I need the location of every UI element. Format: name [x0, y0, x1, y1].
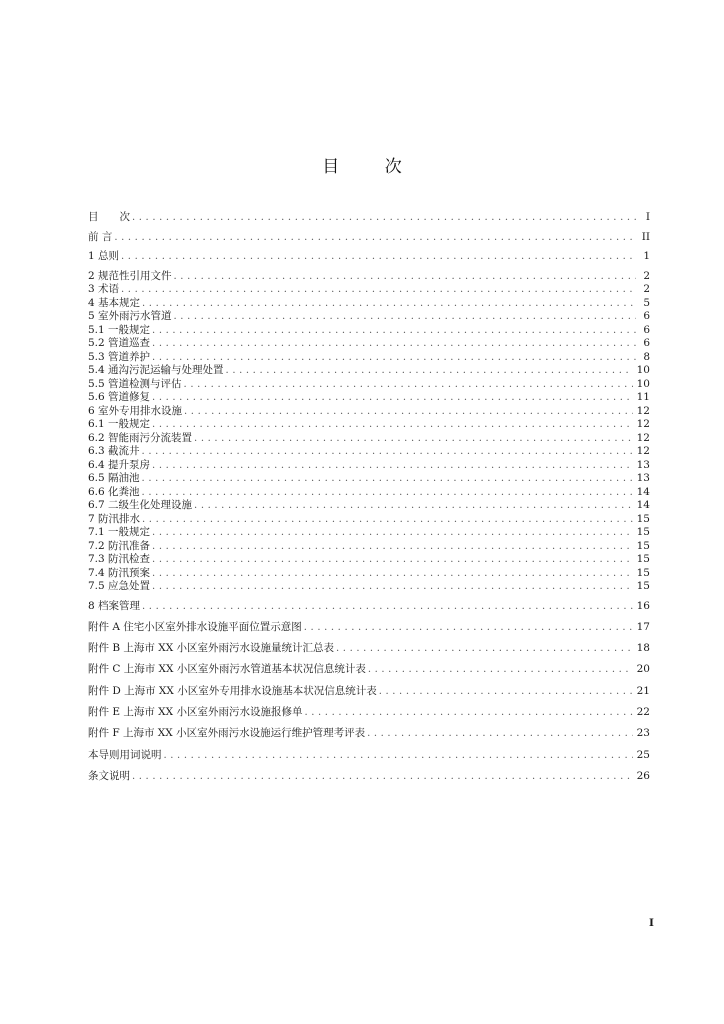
- toc-entry-label: 5.2 管道巡查: [88, 337, 151, 349]
- toc-entry-5-4[interactable]: [88, 364, 650, 378]
- toc-leader: [174, 270, 636, 284]
- toc-entry-7-3[interactable]: [88, 553, 650, 567]
- toc-entry-7-2[interactable]: [88, 540, 650, 554]
- toc-entry-foreword[interactable]: [88, 231, 650, 245]
- toc-leader: [226, 364, 633, 378]
- toc-entry-6-3[interactable]: [88, 445, 650, 459]
- toc-entry-3[interactable]: [88, 283, 650, 297]
- toc-entry-2[interactable]: [88, 270, 650, 284]
- toc-leader: [152, 418, 633, 432]
- toc-entry-1[interactable]: [88, 250, 650, 264]
- toc-entry-appendix-c[interactable]: [88, 659, 650, 680]
- toc-entry-label: 4 基本规定: [88, 296, 141, 309]
- toc-entry-label: 7.5 应急处置: [88, 580, 151, 592]
- toc-entry-label: 6.3 截流井: [88, 445, 140, 457]
- toc-entry-page: 14: [636, 485, 650, 498]
- toc-leader: [152, 459, 633, 473]
- page-title: 目 次: [322, 157, 422, 177]
- toc-entry-5-2[interactable]: [88, 337, 650, 351]
- toc-entry-page: 14: [636, 499, 650, 511]
- toc-leader: [132, 766, 633, 787]
- toc-entry-page: 10: [636, 377, 650, 390]
- toc-entry-label: 7.4 防汛预案: [88, 566, 151, 579]
- toc-leader: [367, 723, 633, 744]
- toc-entry-label: 5.1 一般规定: [88, 323, 151, 336]
- toc-entry-label: 附件 A 住宅小区室外排水设施平面位置示意图: [88, 620, 302, 633]
- toc-entry-page: 11: [636, 391, 650, 403]
- toc-entry-6[interactable]: [88, 405, 650, 419]
- toc-entry-page: I: [645, 211, 650, 223]
- toc-leader: [152, 391, 633, 405]
- toc-entry-page: 21: [636, 684, 650, 697]
- toc-entry-label: 6.5 隔油池: [88, 472, 140, 484]
- toc-entry-label: 前 言: [88, 230, 113, 243]
- toc-entry-page: 12: [636, 418, 650, 430]
- toc-leader: [152, 526, 633, 540]
- toc-entry-page: 12: [636, 404, 650, 417]
- toc-leader: [379, 681, 633, 702]
- toc-entry-5-6[interactable]: [88, 391, 650, 405]
- toc-entry-label: 6.2 智能雨污分流装置: [88, 431, 193, 444]
- toc-leader: [152, 567, 633, 581]
- toc-leader: [304, 617, 633, 638]
- toc-entry-page: 12: [636, 431, 650, 444]
- toc-entry-page: 20: [636, 663, 650, 676]
- toc-leader: [142, 486, 633, 500]
- toc-entry-page: 16: [636, 599, 650, 612]
- toc-entry-7[interactable]: [88, 513, 650, 527]
- toc-entry-page: 13: [636, 458, 650, 471]
- toc-entry-page: II: [641, 230, 650, 243]
- toc-entry-page: 1: [643, 250, 650, 262]
- toc-entry-page: 10: [636, 364, 650, 376]
- toc-leader: [142, 445, 633, 459]
- toc-entry-page: 15: [636, 580, 650, 592]
- toc-entry-label: 6 室外专用排水设施: [88, 404, 183, 417]
- toc-leader: [194, 432, 633, 446]
- toc-entry-page: 22: [636, 705, 650, 718]
- toc-entry-label: 5.4 通沟污泥运输与处理处置: [88, 364, 224, 376]
- toc-entry-contents[interactable]: [88, 211, 650, 225]
- toc-entry-8[interactable]: [88, 596, 650, 617]
- toc-entry-explanation[interactable]: [88, 766, 650, 787]
- toc-entry-label: 2 规范性引用文件: [88, 269, 172, 282]
- toc-entry-label: 附件 B 上海市 XX 小区室外雨污水设施量统计汇总表: [88, 642, 335, 655]
- toc-entry-page: 15: [636, 512, 650, 525]
- toc-leader: [152, 540, 633, 554]
- toc-entry-label: 5 室外雨污水管道: [88, 310, 172, 322]
- toc-entry-6-4[interactable]: [88, 459, 650, 473]
- toc-entry-page: 23: [636, 727, 650, 740]
- toc-entry-7-1[interactable]: [88, 526, 650, 540]
- toc-leader: [132, 211, 636, 225]
- toc-entry-page: 8: [643, 350, 650, 363]
- toc-entry-label: 附件 F 上海市 XX 小区室外雨污水设施运行维护管理考评表: [88, 727, 366, 740]
- table-of-contents: [88, 211, 650, 787]
- toc-entry-page: 12: [636, 445, 650, 457]
- toc-entry-page: 26: [636, 769, 650, 782]
- toc-entry-label: 6.6 化粪池: [88, 485, 140, 498]
- toc-entry-label: 附件 C 上海市 XX 小区室外雨污水管道基本状况信息统计表: [88, 663, 366, 676]
- toc-entry-6-6[interactable]: [88, 486, 650, 500]
- toc-leader: [174, 310, 636, 324]
- toc-entry-page: 2: [643, 283, 650, 295]
- toc-leader: [142, 472, 633, 486]
- toc-entry-page: 15: [636, 566, 650, 579]
- toc-leader: [142, 297, 636, 311]
- toc-entry-7-4[interactable]: [88, 567, 650, 581]
- toc-entry-page: 6: [643, 310, 650, 322]
- toc-entry-label: 3 术语: [88, 283, 120, 295]
- toc-leader: [142, 513, 633, 527]
- toc-entry-page: 13: [636, 472, 650, 484]
- toc-leader: [152, 324, 636, 338]
- toc-entry-page: 6: [643, 323, 650, 336]
- toc-entry-appendix-d[interactable]: [88, 681, 650, 702]
- toc-entry-6-7[interactable]: [88, 499, 650, 513]
- toc-entry-5[interactable]: [88, 310, 650, 324]
- toc-leader: [152, 351, 636, 365]
- toc-entry-page: 15: [636, 553, 650, 565]
- toc-entry-page: 25: [636, 748, 650, 761]
- toc-entry-appendix-a[interactable]: [88, 617, 650, 638]
- toc-entry-appendix-b[interactable]: [88, 638, 650, 659]
- toc-entry-label: 附件 E 上海市 XX 小区室外雨污水设施报修单: [88, 705, 303, 718]
- toc-entry-page: 17: [636, 620, 650, 633]
- toc-entry-6-2[interactable]: [88, 432, 650, 446]
- toc-leader: [368, 659, 633, 680]
- toc-entry-label: 7.1 一般规定: [88, 526, 151, 538]
- toc-entry-page: 18: [636, 642, 650, 655]
- toc-entry-label: 5.6 管道修复: [88, 391, 151, 403]
- toc-leader: [164, 745, 633, 766]
- toc-entry-label: 7.2 防汛准备: [88, 539, 151, 552]
- toc-entry-label: 7.3 防汛检查: [88, 553, 151, 565]
- toc-entry-4[interactable]: [88, 297, 650, 311]
- toc-entry-label: 5.3 管道养护: [88, 350, 151, 363]
- toc-entry-6-1[interactable]: [88, 418, 650, 432]
- toc-leader: [184, 378, 633, 392]
- toc-entry-page: 15: [636, 539, 650, 552]
- toc-entry-label: 6.1 一般规定: [88, 418, 151, 430]
- toc-leader: [304, 702, 632, 723]
- toc-entry-label: 目 次: [88, 211, 130, 223]
- toc-entry-label: 本导则用词说明: [88, 748, 162, 761]
- toc-leader: [152, 337, 636, 351]
- toc-leader: [114, 231, 636, 245]
- toc-entry-label: 1 总则: [88, 250, 120, 262]
- toc-leader: [152, 580, 633, 594]
- toc-leader: [142, 596, 633, 617]
- toc-entry-page: 2: [643, 269, 650, 282]
- toc-entry-5-5[interactable]: [88, 378, 650, 392]
- toc-entry-appendix-e[interactable]: [88, 702, 650, 723]
- toc-leader: [121, 250, 636, 264]
- toc-leader: [184, 405, 633, 419]
- toc-entry-page: 6: [643, 337, 650, 349]
- toc-entry-6-5[interactable]: [88, 472, 650, 486]
- toc-entry-terminology[interactable]: [88, 745, 650, 766]
- toc-entry-5-1[interactable]: [88, 324, 650, 338]
- toc-entry-appendix-f[interactable]: [88, 723, 650, 744]
- toc-entry-page: 5: [643, 296, 650, 309]
- toc-leader: [336, 638, 633, 659]
- toc-entry-label: 8 档案管理: [88, 599, 141, 612]
- toc-entry-label: 条文说明: [88, 769, 130, 782]
- toc-entry-label: 附件 D 上海市 XX 小区室外专用排水设施基本状况信息统计表: [88, 684, 377, 697]
- toc-leader: [194, 499, 633, 513]
- toc-leader: [121, 283, 636, 297]
- toc-entry-7-5[interactable]: [88, 580, 650, 594]
- toc-entry-label: 7 防汛排水: [88, 512, 141, 525]
- toc-entry-page: 15: [636, 526, 650, 538]
- toc-entry-5-3[interactable]: [88, 351, 650, 365]
- toc-entry-label: 6.7 二级生化处理设施: [88, 499, 193, 511]
- page-number: I: [649, 917, 654, 929]
- toc-leader: [152, 553, 633, 567]
- toc-entry-label: 6.4 提升泵房: [88, 458, 151, 471]
- toc-entry-label: 5.5 管道检测与评估: [88, 377, 182, 390]
